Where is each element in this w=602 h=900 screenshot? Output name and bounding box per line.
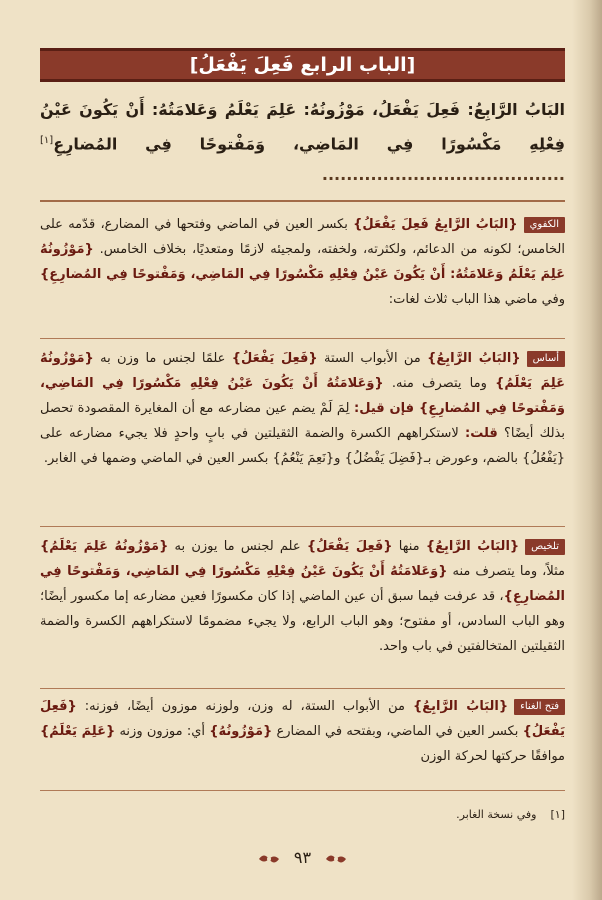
chapter-title: [الباب الرابع فَعِلَ يَفْعَلُ] xyxy=(189,54,416,76)
commentary-text: موافقًا حركتها لحركة الوزن xyxy=(420,749,565,764)
quoted-matn: {مَوْزُونُهُ عَلِمَ يَعْلَمُ} xyxy=(40,539,169,554)
quoted-matn: {البَابُ الرَّابِعُ} xyxy=(412,699,509,714)
source-label: تلخيص xyxy=(525,539,565,555)
quoted-matn: {البَابُ الرَّابِعُ} xyxy=(427,351,521,366)
footnote-text: وفي نسخة الغابر. xyxy=(456,808,537,821)
section-divider xyxy=(40,338,565,339)
commentary-section-fath-alghina xyxy=(40,694,565,769)
commentary-text: وما يتصرف منه. xyxy=(383,376,496,391)
commentary-text: من الأبواب الستة، له وزن، ولوزنه موزون أيضًا، فوزنه: xyxy=(76,699,413,714)
commentary-text: لِمَ لَمْ يضم عين مضارعه مع أن المغايرة المقصودة تحصل بذلك أيضًا؟ xyxy=(40,401,565,441)
quoted-matn: قلت: xyxy=(465,426,498,441)
commentary-text: علمًا لجنس ما وزن به xyxy=(93,351,232,366)
commentary-text: بكسر العين في الماضي وفتحها في المضارع، قدّمه على الخامس؛ لكونه من الدعائم، ولكثرته، ولخفته، ولمجيئه لازمًا ومتعديًا، بخلاف الخامس. xyxy=(40,217,565,257)
quoted-matn: {مَوْزُونُهُ} xyxy=(209,724,273,739)
footnote-ref: [١] xyxy=(40,135,54,146)
book-page xyxy=(40,40,565,880)
quoted-matn: {البَابُ الرَّابِعُ} xyxy=(425,539,520,554)
quoted-matn: {فَعِلَ يَفْعَلُ} xyxy=(306,539,393,554)
quoted-matn: {عَلِمَ يَعْلَمُ} xyxy=(40,724,116,739)
section-divider xyxy=(40,688,565,689)
commentary-section-kafawi xyxy=(40,212,565,312)
quoted-matn: {البَابُ الرَّابِعُ فَعِلَ يَفْعَلُ} xyxy=(353,217,518,232)
commentary-section-talkhis xyxy=(40,534,565,659)
ornament-icon xyxy=(325,852,347,866)
quoted-matn: {وَعَلامَتُهُ أَنْ يَكُونَ عَيْنُ فِعْلِهِ مَكْسُورًا فِي المَاضِي، وَمَفْتوحًا فِي المُضارِعِ} xyxy=(40,376,566,416)
commentary-text: بكسر العين في الماضي، وبفتحه في المضارع xyxy=(272,724,523,739)
footnote-rule xyxy=(40,790,565,791)
chapter-banner xyxy=(40,48,565,82)
heading-rule xyxy=(40,200,565,202)
heading-dots: ........................................ xyxy=(321,165,565,185)
source-label: أساس xyxy=(527,351,565,367)
quoted-matn: فإن قيل: xyxy=(354,401,419,416)
source-label: الكفوي xyxy=(524,217,565,233)
commentary-text: وفي ماضي هذا الباب ثلاث لغات: xyxy=(388,292,565,307)
quoted-matn: {مَوْزُونُهُ عَلِمَ يَعْلَمُ} xyxy=(40,351,565,391)
page-number: ٩٣ xyxy=(293,848,312,867)
footnote xyxy=(456,808,565,821)
commentary-text: علم لجنس ما يوزن به xyxy=(168,539,307,554)
section-divider xyxy=(40,526,565,527)
commentary-section-asas xyxy=(40,346,565,471)
commentary-text: لاستكراههم الكسرة والضمة الثقيلتين في بابٍ واحدٍ فلا يجيء مضارعه على {يَفْعُلُ} بالضم، وعورض بـ{فَضِلَ يَفْضُلُ} و{نَعِمَ يَنْعُمُ} بكسر العين في الماضي وضمها في الغابر. xyxy=(40,426,565,466)
quoted-matn: {وَعَلامَتُهُ أَنْ يَكُونَ عَيْنُ فِعْلِهِ مَكْسُورًا فِي المَاضِي، وَمَفْتوحًا فِي المُضارِعِ} xyxy=(40,564,565,604)
commentary-text: مثلاً، وما يتصرف منه xyxy=(447,564,566,579)
heading-text: البَابُ الرَّابِعُ: فَعِلَ يَفْعَلُ، مَوْزُونُهُ: عَلِمَ يَعْلَمُ وَعَلامَتُهُ: أَنْ يَكُونَ عَيْنُ فِعْلِهِ مَكْسُورًا فِي المَاضِي، وَمَفْتوحًا فِي المُضارِعِ xyxy=(40,100,565,154)
ornament-icon xyxy=(258,852,280,866)
main-heading xyxy=(40,94,565,190)
source-label: فتح الغناء xyxy=(514,699,565,715)
commentary-text: ، قد عرفت فيما سبق أن عين الماضي إذا كان مكسورًا فعين مضارعه إما مكسور أيضًا؛ وهو الباب السادس، أو مفتوح؛ وهو الباب الرابع، ولا يجيء مضمومًا لاستكراههم الكسرة والضمة الثقيلتين المتخالفتين في باب واحد. xyxy=(40,589,565,654)
commentary-text: من الأبواب الستة xyxy=(317,351,428,366)
footnote-marker: [١] xyxy=(550,808,565,821)
quoted-matn: {فَعِلَ يَفْعَلُ} xyxy=(40,699,566,739)
page-number-area xyxy=(40,848,565,872)
page-edge-shadow xyxy=(572,0,602,900)
quoted-matn: {فَعِلَ يَفْعَلُ} xyxy=(231,351,318,366)
commentary-text: أي: موزون وزنه xyxy=(115,724,210,739)
quoted-matn: {مَوْزُونُهُ عَلِمَ يَعْلَمُ وَعَلامَتُهُ: أَنْ يَكُونَ عَيْنُ فِعْلِهِ مَكْسُورًا فِي المَاضِي، وَمَفْتوحًا فِي المُضارِعِ} xyxy=(40,242,565,282)
commentary-text: منها xyxy=(392,539,426,554)
